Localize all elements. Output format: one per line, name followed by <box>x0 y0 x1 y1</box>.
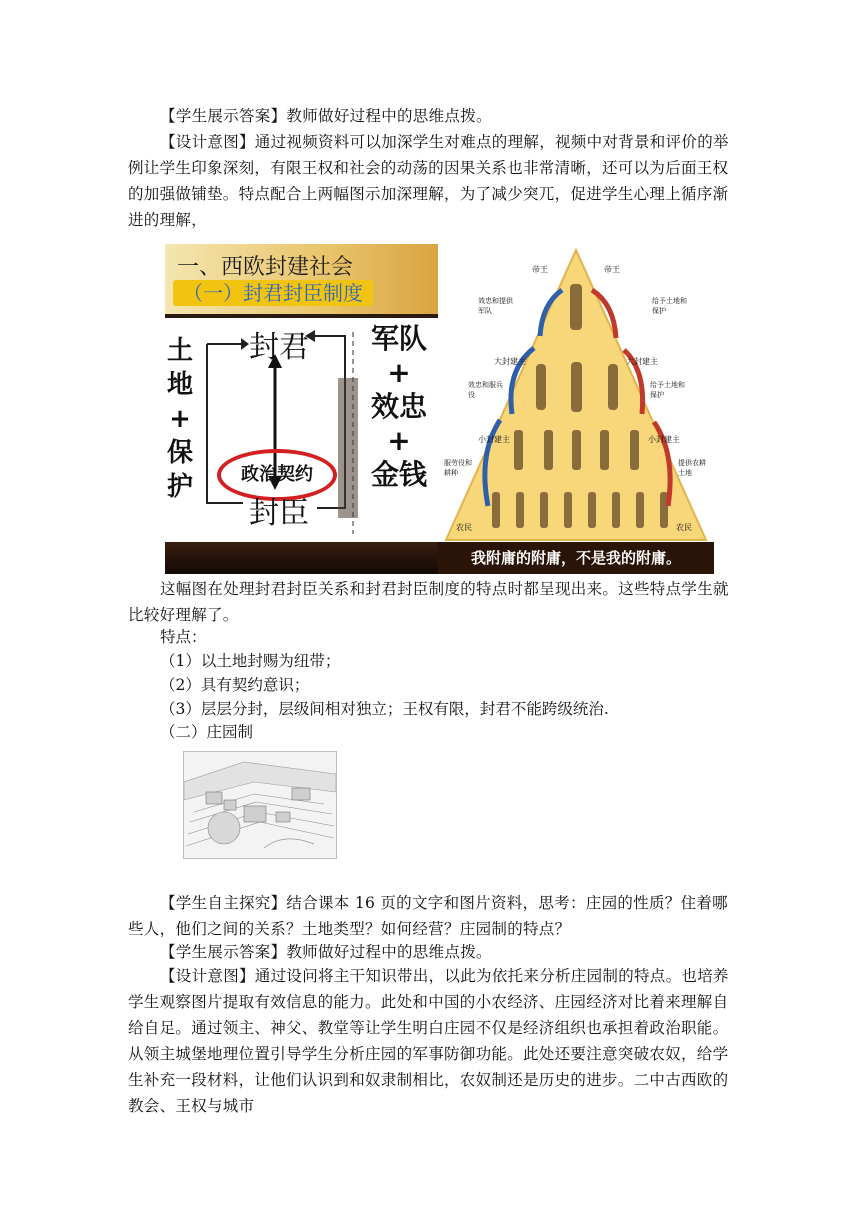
paragraph-figure-explanation: 这幅图在处理封君封臣关系和封君封臣制度的特点时都呈现出来。这些特点学生就比较好理解了。 <box>128 580 729 624</box>
vertical-char: 保 <box>167 438 194 468</box>
vertical-char: 土 <box>167 336 194 366</box>
level-peasant-left: 农民 <box>456 523 472 532</box>
vertical-char: + <box>169 404 191 434</box>
manor-sketch-drawing <box>184 752 336 858</box>
slide-footer <box>165 542 438 574</box>
paragraph-design-intent-2: 【设计意图】通过设问将主干知识带出，以此为依托来分析庄园制的特点。也培养学生观察图片提取有效信息的能力。此处和中国的小农经济、庄园经济对比着来理解自给自足。通过领主、神父、教堂等让学生明白庄园不仅是经济组织也承担着政治职能。从领主城堡地理位置引导学生分析庄园的军事防御功能。此处还要注意突破农奴，给学生补充一段材料，让他们认识到和奴隶制相比，农奴制还是历史的进步。二中古西欧的教会、王权与城市 <box>128 967 729 1115</box>
slide-diagram <box>165 318 438 542</box>
vertical-char: 护 <box>167 472 194 502</box>
vertical-word: 效忠 <box>370 390 427 423</box>
level-emperor-left: 帝王 <box>532 265 548 274</box>
feature-item-2: （2）具有契约意识； <box>160 676 310 694</box>
paragraph-student-inquiry: 【学生自主探究】结合课本 16 页的文字和图片资料，思考：庄园的性质？住着哪些人，他们之间的关系？土地类型？如何经营？庄园制的特点？ <box>128 894 728 938</box>
slide-header <box>165 244 438 314</box>
vassal-label: 封臣 <box>249 496 309 531</box>
vertical-char: 地 <box>167 370 194 400</box>
level-emperor-right: 帝王 <box>604 265 620 274</box>
feature-item-3: （3）层层分封，层级间相对独立；王权有限，封君不能跨级统治. <box>160 700 609 718</box>
left-label-2: 效忠和服兵役 <box>468 381 503 399</box>
right-label-3: 提供农耕土地 <box>678 459 706 477</box>
feature-item-1: （1）以土地封赐为纽带； <box>160 652 341 670</box>
level-great-lord-left: 大封建主 <box>494 357 526 366</box>
paragraph-design-intent-1: 【设计意图】通过视频资料可以加深学生对难点的理解，视频中对背景和评价的举例让学生印象深刻，有限王权和社会的动荡的因果关系也非常清晰，还可以为后面王权的加强做铺垫。特点配合上两幅图示加深理解，为了减少突兀，促进学生心理上循序渐进的理解， <box>128 133 729 229</box>
vertical-word: 金钱 <box>370 458 427 491</box>
contract-label: 政治契约 <box>241 464 313 485</box>
feudal-system-slide <box>165 244 438 574</box>
paragraph-student-answer-1: 【学生展示答案】教师做好过程中的思维点拨。 <box>160 107 492 125</box>
slide-title: 一、西欧封建社会 <box>177 255 354 280</box>
level-peasant-right: 农民 <box>676 523 692 532</box>
right-label-2: 给予土地和保护 <box>650 381 685 399</box>
manor-section-heading: （二）庄园制 <box>160 723 254 741</box>
vertical-word: + <box>387 356 411 389</box>
vertical-word: 军队 <box>370 322 427 355</box>
feudal-pyramid-figure <box>438 244 714 574</box>
lord-label: 封君 <box>249 330 309 365</box>
features-heading: 特点： <box>160 628 207 646</box>
left-label-3: 服劳役和耕种 <box>444 459 472 477</box>
level-small-lord-left: 小封建主 <box>478 435 510 444</box>
vertical-word: + <box>387 424 411 457</box>
manor-sketch-image <box>183 751 337 859</box>
level-small-lord-right: 小封建主 <box>648 435 680 444</box>
paragraph-student-answer-2: 【学生展示答案】教师做好过程中的思维点拨。 <box>160 943 492 961</box>
army-loyalty-money-label <box>361 322 437 492</box>
level-great-lord-right: 大封建主 <box>626 357 658 366</box>
slide-subtitle: （一）封君封臣制度 <box>173 280 373 306</box>
pyramid-caption: 我附庸的附庸，不是我的附庸。 <box>438 542 714 574</box>
right-label-1: 给予土地和保护 <box>652 297 687 315</box>
left-label-1: 效忠和提供军队 <box>478 297 513 315</box>
